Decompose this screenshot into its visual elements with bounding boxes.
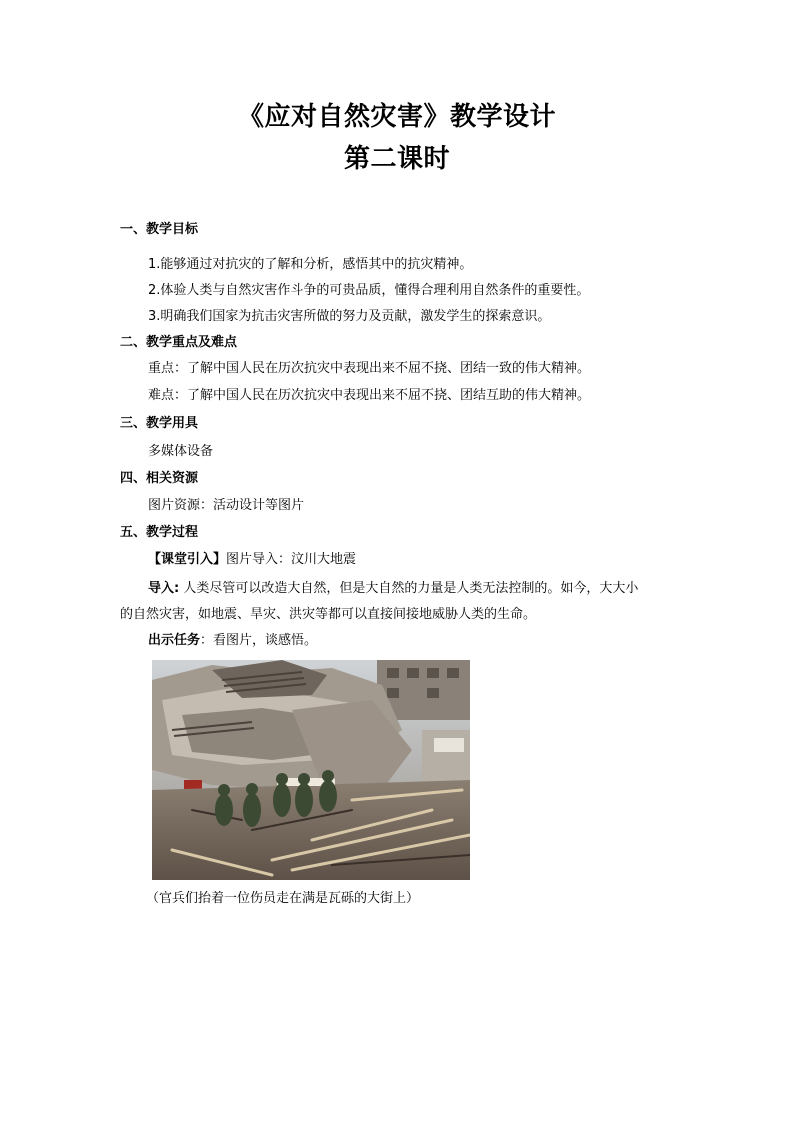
document-subtitle: 第二课时 bbox=[343, 144, 450, 174]
lead-line-2: 的自然灾害，如地震、旱灾、洪灾等都可以直接间接地威胁人类的生命。 bbox=[120, 607, 537, 622]
intro-label: 【课堂引入】 bbox=[148, 552, 227, 567]
task-label: 出示任务 bbox=[148, 633, 201, 648]
objective-item-2: 2.体验人类与自然灾害作斗争的可贵品质，懂得合理利用自然条件的重要性。 bbox=[148, 283, 590, 298]
intro-text: 图片导入：汶川大地震 bbox=[226, 552, 357, 567]
objective-item-1: 1.能够通过对抗灾的了解和分析，感悟其中的抗灾精神。 bbox=[148, 257, 473, 272]
key-point-item: 重点：了解中国人民在历次抗灾中表现出来不屈不挠、团结一致的伟大精神。 bbox=[148, 361, 591, 376]
section-heading-objectives: 一、教学目标 bbox=[120, 222, 199, 237]
intro-line bbox=[148, 551, 356, 569]
section-heading-process: 五、教学过程 bbox=[120, 525, 199, 540]
lead-text-1: 人类尽管可以改造大自然，但是大自然的力量是人类无法控制的。如今，大大小 bbox=[179, 581, 639, 596]
photo-caption: （官兵们抬着一位伤员走在满是瓦砾的大街上） bbox=[146, 891, 420, 906]
section-heading-tools: 三、教学用具 bbox=[120, 416, 199, 431]
lead-label: 导入: bbox=[148, 581, 180, 596]
task-line bbox=[148, 632, 317, 650]
resources-text: 图片资源：活动设计等图片 bbox=[148, 498, 305, 513]
objective-item-3: 3.明确我们国家为抗击灾害所做的努力及贡献，激发学生的探索意识。 bbox=[148, 309, 551, 324]
difficulty-item: 难点：了解中国人民在历次抗灾中表现出来不屈不挠、团结互助的伟大精神。 bbox=[148, 388, 591, 403]
task-text: ：看图片，谈感悟。 bbox=[200, 633, 318, 648]
lead-line-1 bbox=[148, 580, 638, 598]
section-heading-resources: 四、相关资源 bbox=[120, 471, 199, 486]
document-title: 《应对自然灾害》教学设计 bbox=[237, 102, 556, 132]
section-heading-key-points: 二、教学重点及难点 bbox=[120, 335, 238, 350]
tools-text: 多媒体设备 bbox=[148, 444, 214, 459]
earthquake-rubble-photo bbox=[152, 660, 470, 880]
